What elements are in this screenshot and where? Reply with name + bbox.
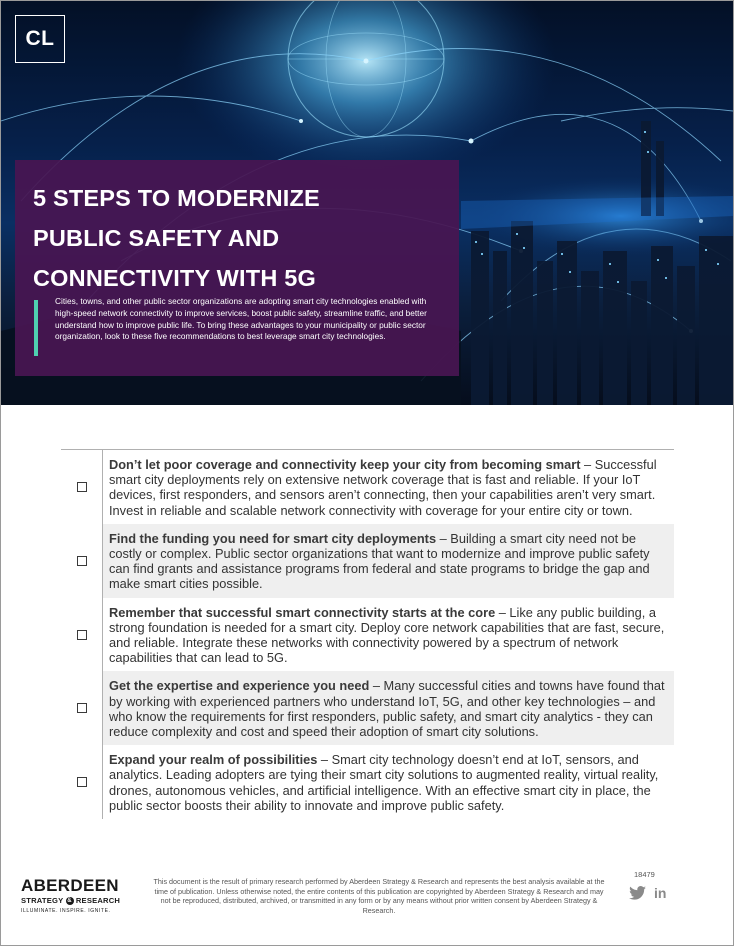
brand-tagline: ILLUMINATE. INSPIRE. IGNITE.: [21, 908, 111, 914]
title-panel: [15, 160, 459, 376]
accent-bar: [34, 300, 38, 356]
aberdeen-logo: [21, 877, 131, 914]
title-line: CONNECTIVITY WITH 5G: [33, 265, 316, 291]
step-heading: Expand your realm of possibilities: [109, 752, 318, 768]
step-heading: Find the funding you need for smart city deployments: [109, 530, 437, 546]
brand-sub-left: STRATEGY: [21, 896, 64, 905]
checklist-item: [61, 745, 674, 819]
checklist: [61, 449, 674, 819]
checklist-item: [61, 671, 674, 745]
checkbox-icon[interactable]: [77, 630, 87, 640]
step-body: – Many successful cities and towns have found that by working with experienced partners who understand IoT, 5G, and other key technologies – and who know the requirements for first responders, public safety, and smart city analytics - they can reduce complexity and cost and speed their adoption of smart city solutions.: [109, 678, 665, 740]
step-heading: Remember that successful smart connectivity starts at the core: [109, 604, 496, 620]
checkbox-icon[interactable]: [77, 482, 87, 492]
step-text: [102, 745, 674, 819]
social-links: [629, 886, 666, 900]
checkbox-icon[interactable]: [77, 556, 87, 566]
checklist-item: [61, 450, 674, 524]
step-heading: Don’t let poor coverage and connectivity keep your city from becoming smart: [109, 457, 581, 472]
checkbox-cell: [61, 598, 102, 672]
linkedin-icon[interactable]: in: [654, 885, 667, 901]
step-text: [102, 671, 674, 745]
brand-sub-right: RESEARCH: [75, 896, 121, 905]
checkbox-cell: [61, 524, 102, 598]
cl-logo-text: CL: [25, 27, 55, 50]
step-body: – Like any public building, a strong foundation is needed for a smart city. Deploy core network capabilities that are fast, secure, and reliable. Integrate these networks with connectivity powered by a spectrum of network capabilities that can lead to 5G.: [109, 604, 665, 666]
brand-ampersand: &: [67, 898, 72, 904]
title-line: PUBLIC SAFETY AND: [33, 225, 280, 251]
brand-subtitle: [21, 896, 131, 905]
cl-logo-badge: [15, 15, 65, 63]
title-line: 5 STEPS TO MODERNIZE: [33, 185, 320, 211]
step-body: – Building a smart city need not be costly or complex. Public sector organizations that want to modernize and improve public safety can find grants and assistance programs from federal and state programs to bridge the gap and make smart cities possible.: [109, 530, 650, 592]
checkbox-icon[interactable]: [77, 703, 87, 713]
page-title: [33, 178, 453, 298]
disclaimer: This document is the result of primary research performed by Aberdeen Strategy & Research and represents the best analysis available at the time of publication. Unless otherwise noted, the entire contents of this publication are copyrighted by Aberdeen Strategy & Research and may not be reproduced, distributed, archived, or transmitted in any form or by any means without prior written consent by Aberdeen Strategy & Research.: [153, 877, 605, 915]
step-heading: Get the expertise and experience you need: [109, 678, 370, 694]
document-number: 18479: [634, 870, 655, 879]
brand-name: ABERDEEN: [21, 876, 119, 895]
step-text: [102, 598, 674, 672]
checklist-item: [61, 524, 674, 598]
hero-banner: [1, 1, 733, 405]
step-body: – Smart city technology doesn’t end at IoT, sensors, and analytics. Leading adopters are tying their smart city solutions to augmented reality, virtual reality, drones, autonomous vehicles, and artificial intelligence. With an effective smart city in place, the public sector boosts their ability to innovate and improve public safety.: [109, 752, 659, 813]
step-body: – Successful smart city deployments rely on extensive network coverage that is fast and reliable. If your IoT devices, first responders, and sensors aren’t connecting, then your capabilities aren’t very smart. Invest in reliable and scalable network connectivity with coverage for your entire city or town.: [109, 457, 657, 518]
checklist-item: [61, 598, 674, 672]
checkbox-cell: [61, 450, 102, 524]
intro-paragraph: Cities, towns, and other public sector organizations are adopting smart city technologies enabled with high-speed network connectivity to improve services, boost public safety, streamline traffic, and better understand how to improve public life. To bring these advantages to your municipality or public sector organization, look to these five recommendations to best leverage smart city technologies.: [55, 296, 427, 342]
checkbox-cell: [61, 671, 102, 745]
checkbox-icon[interactable]: [77, 777, 87, 787]
twitter-icon[interactable]: [629, 886, 646, 900]
checkbox-cell: [61, 745, 102, 819]
step-text: [102, 524, 674, 598]
step-text: [102, 450, 674, 524]
